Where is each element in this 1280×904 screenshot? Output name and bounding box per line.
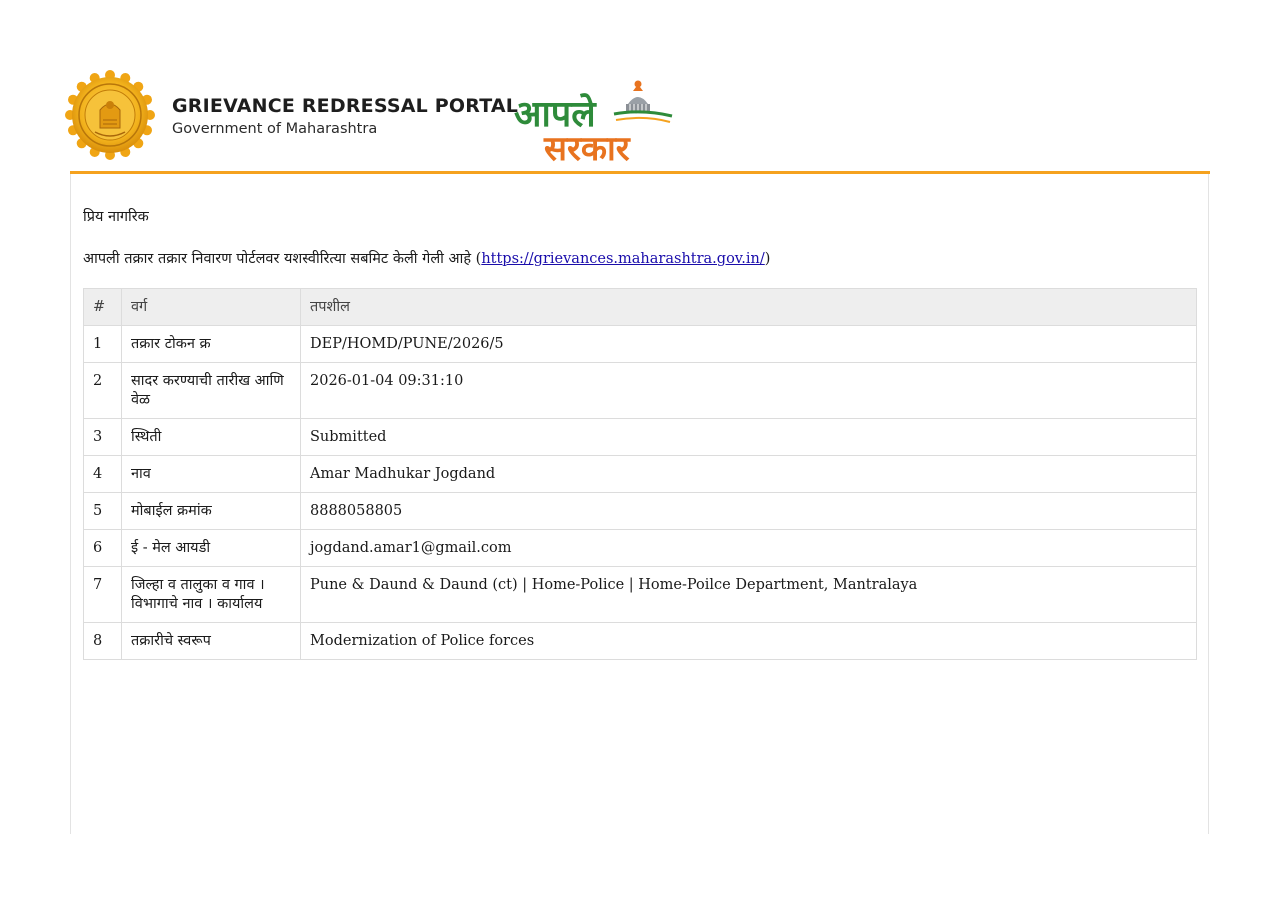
row-number: 6	[84, 530, 122, 567]
row-details: 8888058805	[301, 493, 1197, 530]
dome-building-icon	[614, 81, 672, 123]
row-number: 8	[84, 623, 122, 660]
row-details: Pune & Daund & Daund (ct) | Home-Police | Home-Poilce Department, Mantralaya	[301, 567, 1197, 623]
row-number: 3	[84, 419, 122, 456]
row-number: 1	[84, 326, 122, 363]
row-category: तक्रारीचे स्वरूप	[122, 623, 301, 660]
portal-subtitle: Government of Maharashtra	[172, 121, 378, 137]
greeting-text: प्रिय नागरिक	[83, 209, 149, 225]
column-header-category: वर्ग	[122, 289, 301, 326]
row-details: DEP/HOMD/PUNE/2026/5	[301, 326, 1197, 363]
row-category: जिल्हा व तालुका व गाव । विभागाचे नाव । कार्यालय	[122, 567, 301, 623]
table-row	[84, 493, 1197, 530]
row-category: ई - मेल आयडी	[122, 530, 301, 567]
table-row	[84, 419, 1197, 456]
table-row	[84, 456, 1197, 493]
message-text: आपली तक्रार तक्रार निवारण पोर्टलवर यशस्वीरित्या सबमिट केली गेली आहे (	[83, 251, 482, 267]
row-details: Amar Madhukar Jogdand	[301, 456, 1197, 493]
row-category: सादर करण्याची तारीख आणि वेळ	[122, 363, 301, 419]
maharashtra-emblem-logo	[65, 70, 155, 160]
table-row	[84, 567, 1197, 623]
message-suffix: )	[764, 251, 771, 267]
grievance-details-table	[83, 288, 1197, 660]
table-row	[84, 326, 1197, 363]
row-category: नाव	[122, 456, 301, 493]
page-header	[0, 0, 1280, 172]
row-number: 2	[84, 363, 122, 419]
table-row	[84, 530, 1197, 567]
row-number: 7	[84, 567, 122, 623]
row-details: jogdand.amar1@gmail.com	[301, 530, 1197, 567]
portal-link[interactable]: https://grievances.maharashtra.gov.in/	[481, 251, 765, 267]
row-number: 4	[84, 456, 122, 493]
row-category: तक्रार टोकन क्र	[122, 326, 301, 363]
table-header-row	[84, 289, 1197, 326]
logo-text-aaple: आपले	[514, 94, 596, 135]
column-header-details: तपशील	[301, 289, 1197, 326]
table-row	[84, 623, 1197, 660]
table-row	[84, 363, 1197, 419]
portal-title: GRIEVANCE REDRESSAL PORTAL	[172, 95, 519, 117]
row-category: मोबाईल क्रमांक	[122, 493, 301, 530]
row-details: Submitted	[301, 419, 1197, 456]
aaple-sarkar-logo	[512, 76, 678, 166]
row-number: 5	[84, 493, 122, 530]
logo-text-sarkar: सरकार	[544, 129, 630, 166]
column-header-number: #	[84, 289, 122, 326]
row-details: 2026-01-04 09:31:10	[301, 363, 1197, 419]
row-details: Modernization of Police forces	[301, 623, 1197, 660]
row-category: स्थिती	[122, 419, 301, 456]
confirmation-message	[83, 248, 770, 268]
